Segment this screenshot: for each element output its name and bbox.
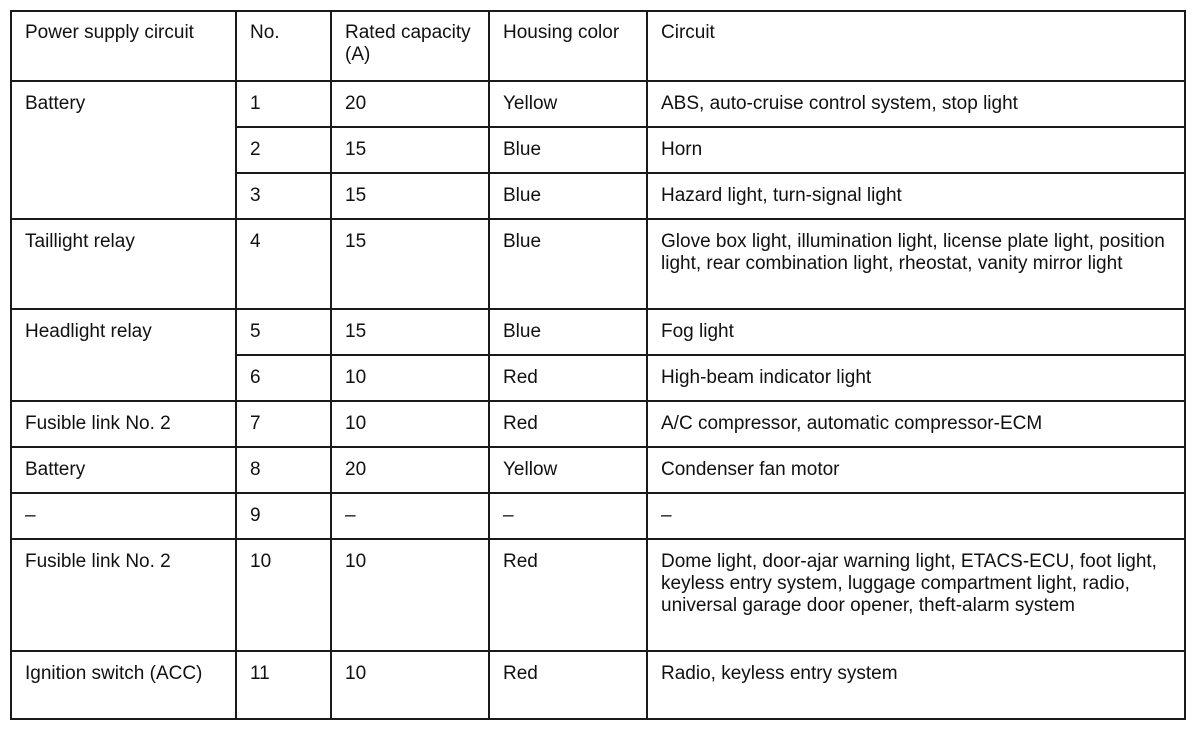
cell-rated: 10 [331,539,489,651]
cell-color: Blue [489,173,647,219]
cell-color: Blue [489,127,647,173]
header-no: No. [236,11,331,81]
header-rated-capacity: Rated capacity (A) [331,11,489,81]
cell-rated: 15 [331,219,489,309]
cell-rated: 20 [331,447,489,493]
cell-rated: 15 [331,127,489,173]
cell-supply: Headlight relay [11,309,236,401]
cell-circuit: ABS, auto-cruise control system, stop light [647,81,1185,127]
cell-circuit: Glove box light, illumination light, license plate light, position light, rear combination light, rheostat, vanity mirror light [647,219,1185,309]
cell-rated: 20 [331,81,489,127]
cell-rated: 15 [331,173,489,219]
cell-color: Red [489,355,647,401]
cell-color: Yellow [489,447,647,493]
cell-supply: – [11,493,236,539]
cell-color: Blue [489,309,647,355]
cell-no: 10 [236,539,331,651]
cell-color: Yellow [489,81,647,127]
cell-no: 6 [236,355,331,401]
cell-no: 11 [236,651,331,719]
cell-circuit: Hazard light, turn-signal light [647,173,1185,219]
table-row [11,539,1185,651]
cell-rated: 10 [331,651,489,719]
cell-circuit: Radio, keyless entry system [647,651,1185,719]
cell-color: – [489,493,647,539]
cell-no: 8 [236,447,331,493]
table-row [11,493,1185,539]
table-row [11,447,1185,493]
cell-rated: – [331,493,489,539]
cell-color: Red [489,651,647,719]
cell-circuit: A/C compressor, automatic compressor-ECM [647,401,1185,447]
cell-supply: Battery [11,81,236,219]
table-row [11,309,1185,355]
cell-rated: 15 [331,309,489,355]
cell-no: 4 [236,219,331,309]
cell-color: Red [489,401,647,447]
header-housing-color: Housing color [489,11,647,81]
table-row [11,651,1185,719]
cell-no: 2 [236,127,331,173]
table-row [11,219,1185,309]
cell-supply: Taillight relay [11,219,236,309]
fuse-table [10,10,1186,720]
cell-supply: Fusible link No. 2 [11,401,236,447]
cell-supply: Battery [11,447,236,493]
cell-circuit: Horn [647,127,1185,173]
cell-supply: Ignition switch (ACC) [11,651,236,719]
cell-rated: 10 [331,401,489,447]
cell-circuit: – [647,493,1185,539]
cell-no: 7 [236,401,331,447]
cell-circuit: High-beam indicator light [647,355,1185,401]
table-row [11,401,1185,447]
fuse-table-sheet [10,10,1184,720]
cell-color: Red [489,539,647,651]
cell-circuit: Condenser fan motor [647,447,1185,493]
cell-no: 3 [236,173,331,219]
cell-no: 5 [236,309,331,355]
cell-supply: Fusible link No. 2 [11,539,236,651]
cell-circuit: Fog light [647,309,1185,355]
header-row [11,11,1185,81]
cell-rated: 10 [331,355,489,401]
table-row [11,81,1185,127]
cell-color: Blue [489,219,647,309]
header-circuit: Circuit [647,11,1185,81]
cell-circuit: Dome light, door-ajar warning light, ETACS-ECU, foot light, keyless entry system, luggage compartment light, radio, universal garage door opener, theft-alarm system [647,539,1185,651]
header-power-supply-circuit: Power supply circuit [11,11,236,81]
cell-no: 1 [236,81,331,127]
cell-no: 9 [236,493,331,539]
